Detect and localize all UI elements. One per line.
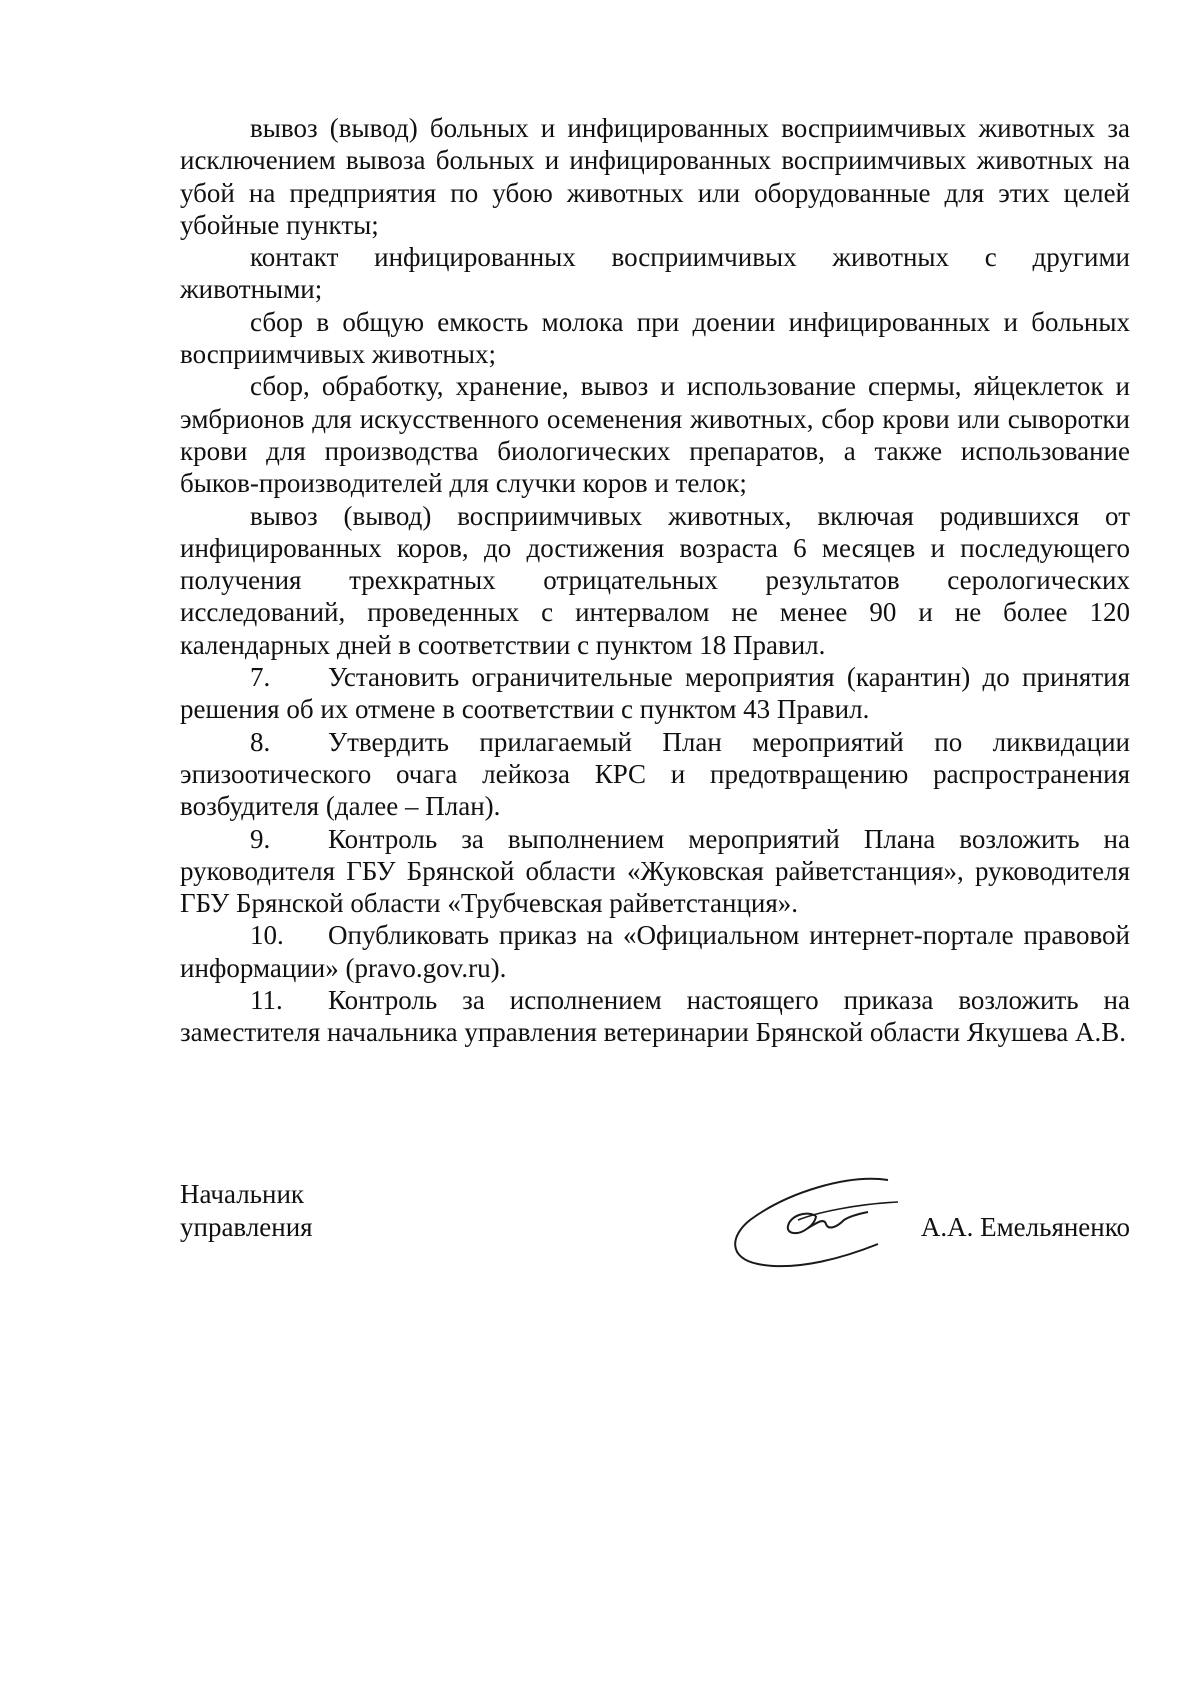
paragraph-export-sick-animals: вывоз (вывод) больных и инфицированных восприимчивых животных за исключением вывоза больных и инфицированных восприимчивых животных на убой на предприятия по убою животных или оборудованные для этих целей убойные пункты; xyxy=(180,113,1130,240)
signatory-title xyxy=(180,1178,313,1244)
numbered-item-9 xyxy=(180,823,1130,920)
item-text: Установить ограничительные мероприятия (карантин) до принятия решения об их отмене в соответствии с пунктом 43 Правил. xyxy=(180,662,1130,725)
item-number: 11. xyxy=(250,985,283,1016)
signatory-name: А.А. Емельяненко xyxy=(920,1212,1130,1242)
item-number: 7. xyxy=(250,662,271,693)
item-number: 9. xyxy=(250,823,271,854)
item-text: Контроль за выполнением мероприятий Плана возложить на руководителя ГБУ Брянской области «Жуковская райветстанция», руководителя ГБУ Брянской области «Трубчевская райветстанция». xyxy=(180,823,1130,919)
numbered-item-7 xyxy=(180,661,1130,726)
handwritten-signature-icon xyxy=(728,1172,908,1276)
item-text: Опубликовать приказ на «Официальном интернет-портале правовой информации» (pravo.gov.ru). xyxy=(180,920,1130,983)
signatory-title-line2: управления xyxy=(180,1212,313,1242)
numbered-item-10 xyxy=(180,919,1130,984)
paragraph-milk-collection: сбор в общую емкость молока при доении инфицированных и больных восприимчивых животных; xyxy=(180,306,1130,370)
item-number: 8. xyxy=(250,726,271,757)
numbered-item-11 xyxy=(180,984,1130,1049)
item-text: Контроль за исполнением настоящего приказа возложить на заместителя начальника управления ветеринарии Брянской области Якушева А.В. xyxy=(180,985,1130,1048)
item-number: 10. xyxy=(250,920,284,951)
item-text: Утвердить прилагаемый План мероприятий по ликвидации эпизоотического очага лейкоза КРС и предотвращению распространения возбудителя (далее – План). xyxy=(180,726,1130,822)
signatory-title-line1: Начальник xyxy=(180,1179,305,1209)
signature-block xyxy=(180,1178,1130,1298)
paragraph-sperm-handling: сбор, обработку, хранение, вывоз и использование спермы, яйцеклеток и эмбрионов для искусственного осеменения животных, сбор крови или сыворотки крови для производства биологических препаратов, а также использование быков-производителей для случки коров и телок; xyxy=(180,371,1130,499)
numbered-item-8 xyxy=(180,726,1130,823)
paragraph-contact-restriction: контакт инфицированных восприимчивых животных с другими животными; xyxy=(180,242,1130,305)
paragraph-export-susceptible-animals: вывоз (вывод) восприимчивых животных, включая родившихся от инфицированных коров, до достижения возраста 6 месяцев и последующего получения трехкратных отрицательных результатов серологических исследований, проведенных с интервалом не менее 90 и не более 120 календарных дней в соответствии с пунктом 18 Правил. xyxy=(180,500,1130,660)
document-body xyxy=(180,112,1130,1049)
